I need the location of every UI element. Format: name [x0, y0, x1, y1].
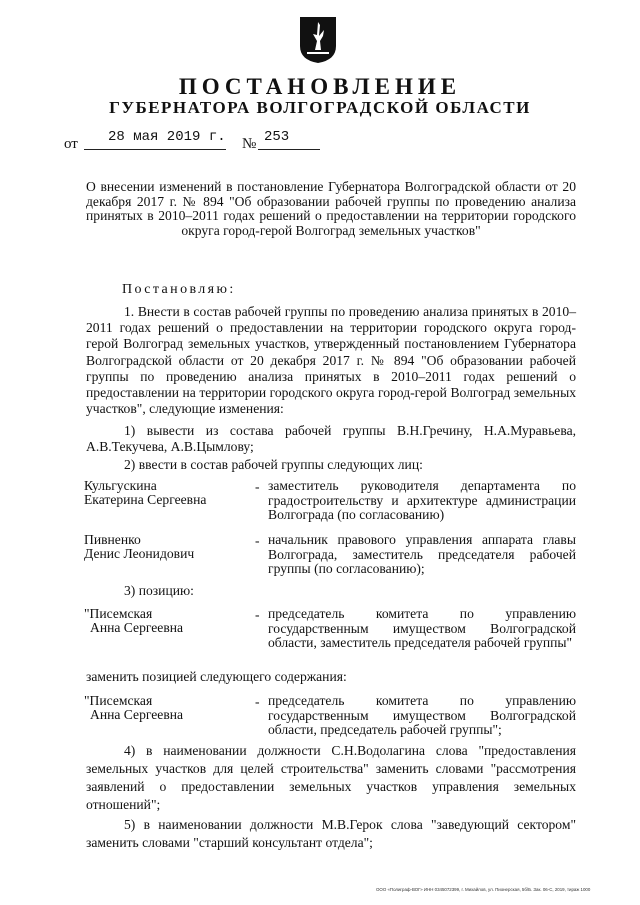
print-footer: ООО «Полиграф-ВОГ» ИНН 0345072399, г. Михайлов, ул. Пионерская, 5б/Б. Зак. 06-С, 2019, тираж 1000	[376, 887, 591, 892]
person-4-position: председатель комитета по управлению государственным имуществом Волгоградской области, председатель рабочей группы";	[268, 693, 576, 737]
postanovlyayu-heading: Постановляю:	[122, 282, 236, 297]
coat-of-arms-emblem	[299, 16, 337, 64]
item-1: 1. Внести в состав рабочей группы по проведению анализа принятых в 2010–2011 годах решений о предоставлении на территории городского округа город-герой Волгоград земельных участков, утвержденный постановлением Губернатора Волгоградской области от 20 декабря 2017 г. № 894 "Об образовании рабочей группы по проведению анализа принятых в 2010–2011 годах решений о предоставлении на территории городского округа город-герой Волгоград земельных участков", следующие изменения:	[86, 304, 576, 417]
person-4-surname: "Писемская	[84, 693, 153, 708]
person-2-given-names: Денис Леонидович	[84, 546, 195, 561]
document-meta	[0, 128, 640, 152]
person-2-dash: -	[255, 533, 260, 548]
replace-instruction: заменить позицией следующего содержания:	[86, 669, 347, 684]
date-label: от	[64, 136, 78, 152]
subitem-1: 1) вывести из состава рабочей группы В.Н.Гречину, Н.А.Муравьева, А.В.Текучева, А.В.Цымлову;	[86, 423, 576, 455]
person-1-surname: Кульгускина	[84, 478, 157, 493]
document-subject: О внесении изменений в постановление Губернатора Волгоградской области от 20 декабря 2017 г. № 894 "Об образовании рабочей группы по проведению анализа принятых в 2010–2011 годах решений о предоставлении на территории городского округа город-герой Волгоград земельных участков"	[86, 179, 576, 238]
person-4-given-names: Анна Сергеевна	[90, 707, 184, 722]
document-issuer: ГУБЕРНАТОРА ВОЛГОГРАДСКОЙ ОБЛАСТИ	[109, 98, 531, 117]
number-value: 253	[264, 129, 290, 145]
person-3-dash: -	[255, 607, 260, 622]
person-3-given-names: Анна Сергеевна	[90, 620, 184, 635]
subitem-5: 5) в наименовании должности М.В.Герок слова "заведующий сектором" заменить словами "старший консультант отдела";	[86, 817, 576, 850]
person-1-dash: -	[255, 479, 260, 494]
person-3-surname: "Писемская	[84, 606, 153, 621]
person-2-position: начальник правового управления аппарата главы Волгограда, заместитель председателя рабочей группы (по согласованию);	[268, 532, 576, 576]
subitem-4: 4) в наименовании должности С.Н.Водолагина слова "предоставления земельных участков для целей строительства" заменить словами "рассмотрения заявлений о предоставлении земельных участков управления земельных отношений";	[86, 743, 576, 812]
person-1-given-names: Екатерина Сергеевна	[84, 492, 207, 507]
number-label: №	[242, 136, 257, 152]
person-2-surname: Пивненко	[84, 532, 141, 547]
document-title: ПОСТАНОВЛЕНИЕ	[178, 74, 462, 99]
number-underline	[258, 149, 320, 150]
subitem-3: 3) позицию:	[124, 583, 194, 598]
date-value: 28 мая 2019 г.	[108, 129, 226, 145]
person-1-position: заместитель руководителя департамента по градостроительству и архитектуре администрации Волгограда (по согласованию)	[268, 478, 576, 522]
person-4-dash: -	[255, 694, 260, 709]
subitem-2: 2) ввести в состав рабочей группы следующих лиц:	[124, 457, 423, 472]
date-underline	[84, 149, 226, 150]
person-3-position: председатель комитета по управлению государственным имуществом Волгоградской области, заместитель председателя рабочей группы"	[268, 606, 576, 650]
